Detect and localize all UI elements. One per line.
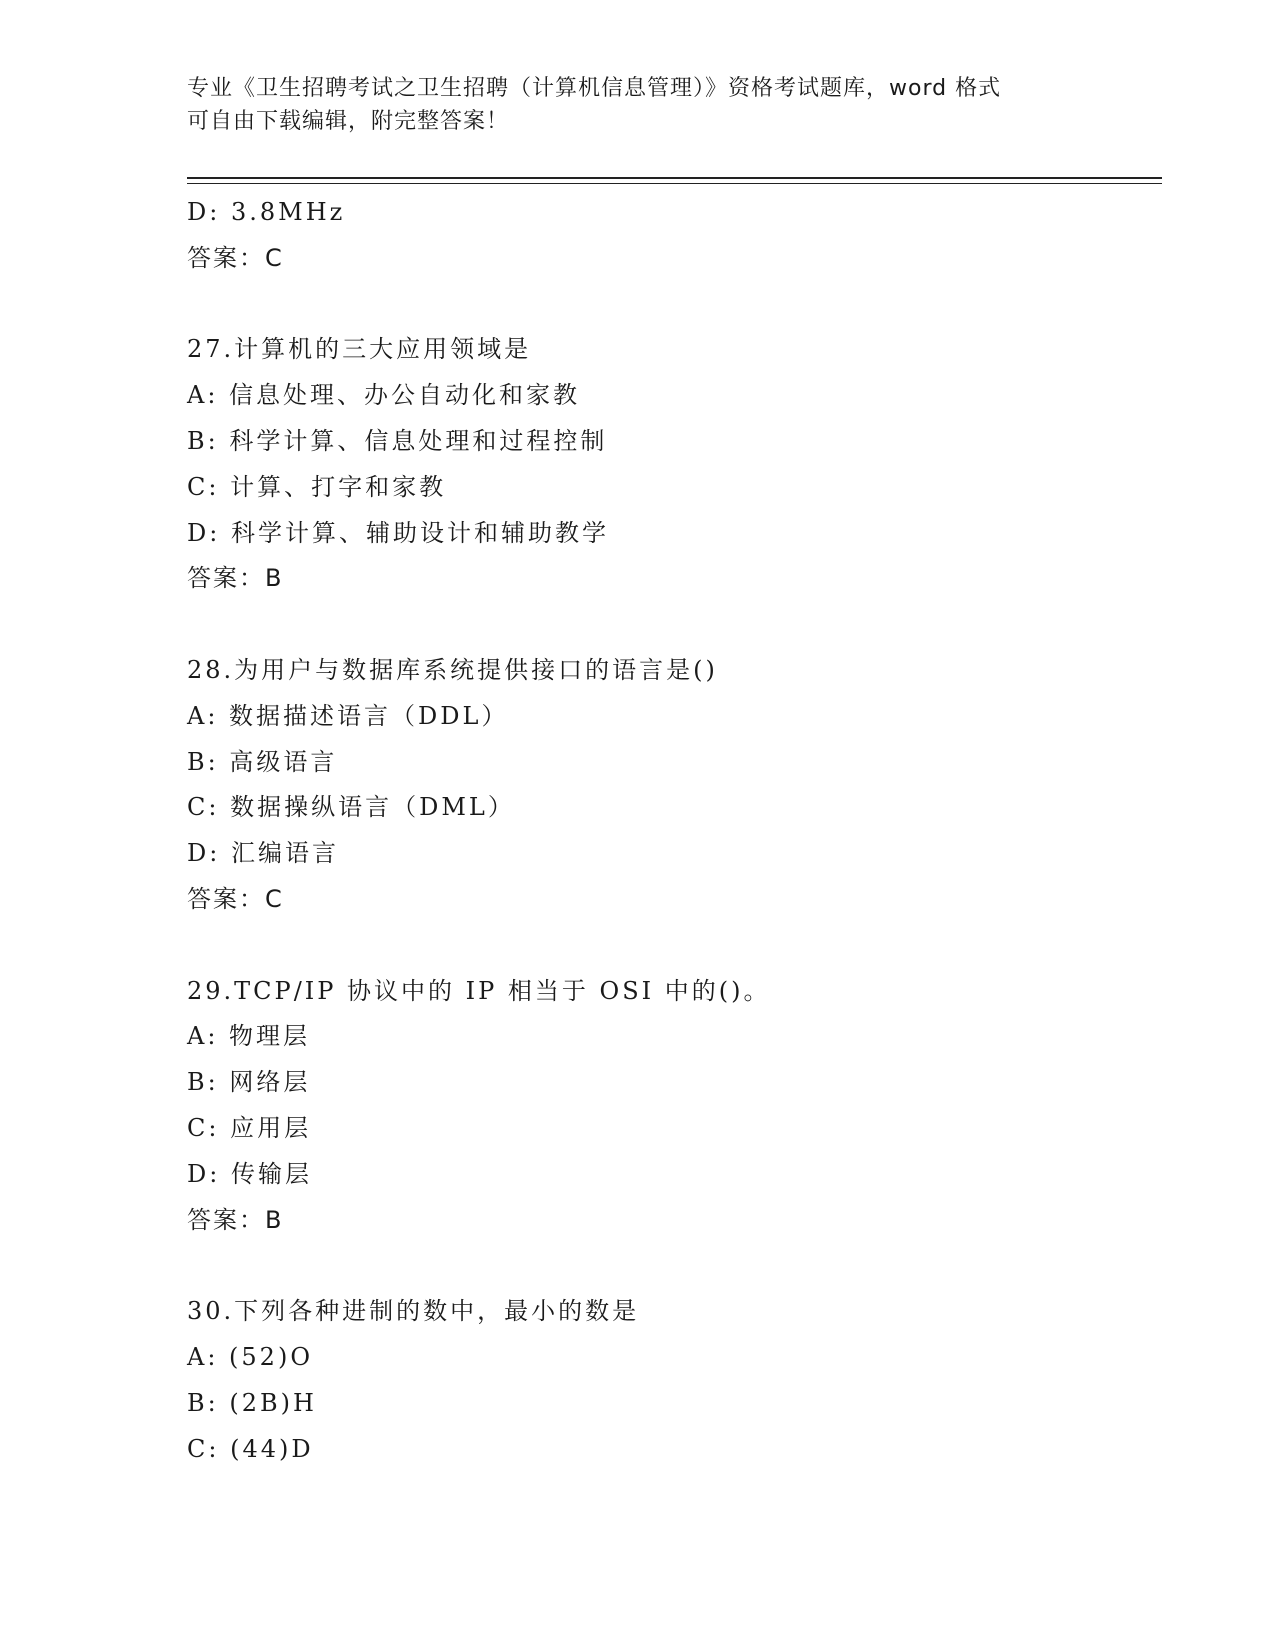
answer-line: 答案：B	[187, 1205, 284, 1234]
option-b: B: 网络层	[187, 1068, 311, 1097]
option-a: A: 信息处理、办公自动化和家教	[187, 381, 581, 410]
question-text: 27.计算机的三大应用领域是	[187, 335, 532, 364]
option-c: C: 数据操纵语言（DML）	[187, 793, 515, 822]
option-d: D: 传输层	[187, 1159, 312, 1188]
option-d: D: 汇编语言	[187, 839, 339, 868]
question-text: 28.为用户与数据库系统提供接口的语言是()	[187, 655, 718, 684]
spacer	[187, 1243, 1162, 1289]
header-divider-thin	[187, 183, 1162, 184]
header-divider-thick	[187, 177, 1162, 179]
answer-line: 答案：B	[187, 564, 284, 593]
header-line-2: 可自由下载编辑，附完整答案！	[187, 109, 510, 134]
header-line-1: 专业《卫生招聘考试之卫生招聘（计算机信息管理）》资格考试题库，word 格式	[187, 76, 1002, 101]
document-header	[187, 72, 1087, 138]
question-30	[187, 1289, 1162, 1472]
spacer	[187, 282, 1162, 328]
option-c: C: 应用层	[187, 1113, 312, 1142]
spacer	[187, 602, 1162, 648]
option-b: B: 科学计算、信息处理和过程控制	[187, 426, 608, 455]
question-29	[187, 969, 1162, 1244]
spacer	[187, 923, 1162, 969]
option-b: B: 高级语言	[187, 747, 338, 776]
question-text: 30.下列各种进制的数中，最小的数是	[187, 1297, 640, 1326]
option-a: A: 数据描述语言（DDL）	[187, 701, 509, 730]
answer-line: 答案：C	[187, 884, 284, 913]
option-b: B: (2B)H	[187, 1388, 317, 1417]
question-list	[187, 190, 1162, 1472]
option-c: C: 计算、打字和家教	[187, 472, 447, 501]
option-d: D: 科学计算、辅助设计和辅助教学	[187, 518, 609, 547]
answer-line: 答案：C	[187, 243, 284, 272]
question-28	[187, 648, 1162, 923]
question-text: 29.TCP/IP 协议中的 IP 相当于 OSI 中的()。	[187, 976, 771, 1005]
question-26-continued	[187, 190, 1162, 282]
option-a: A: 物理层	[187, 1022, 311, 1051]
option-d: D: 3.8MHz	[187, 198, 346, 226]
option-c: C: (44)D	[187, 1434, 314, 1463]
option-a: A: (52)O	[187, 1342, 313, 1371]
question-27	[187, 327, 1162, 602]
